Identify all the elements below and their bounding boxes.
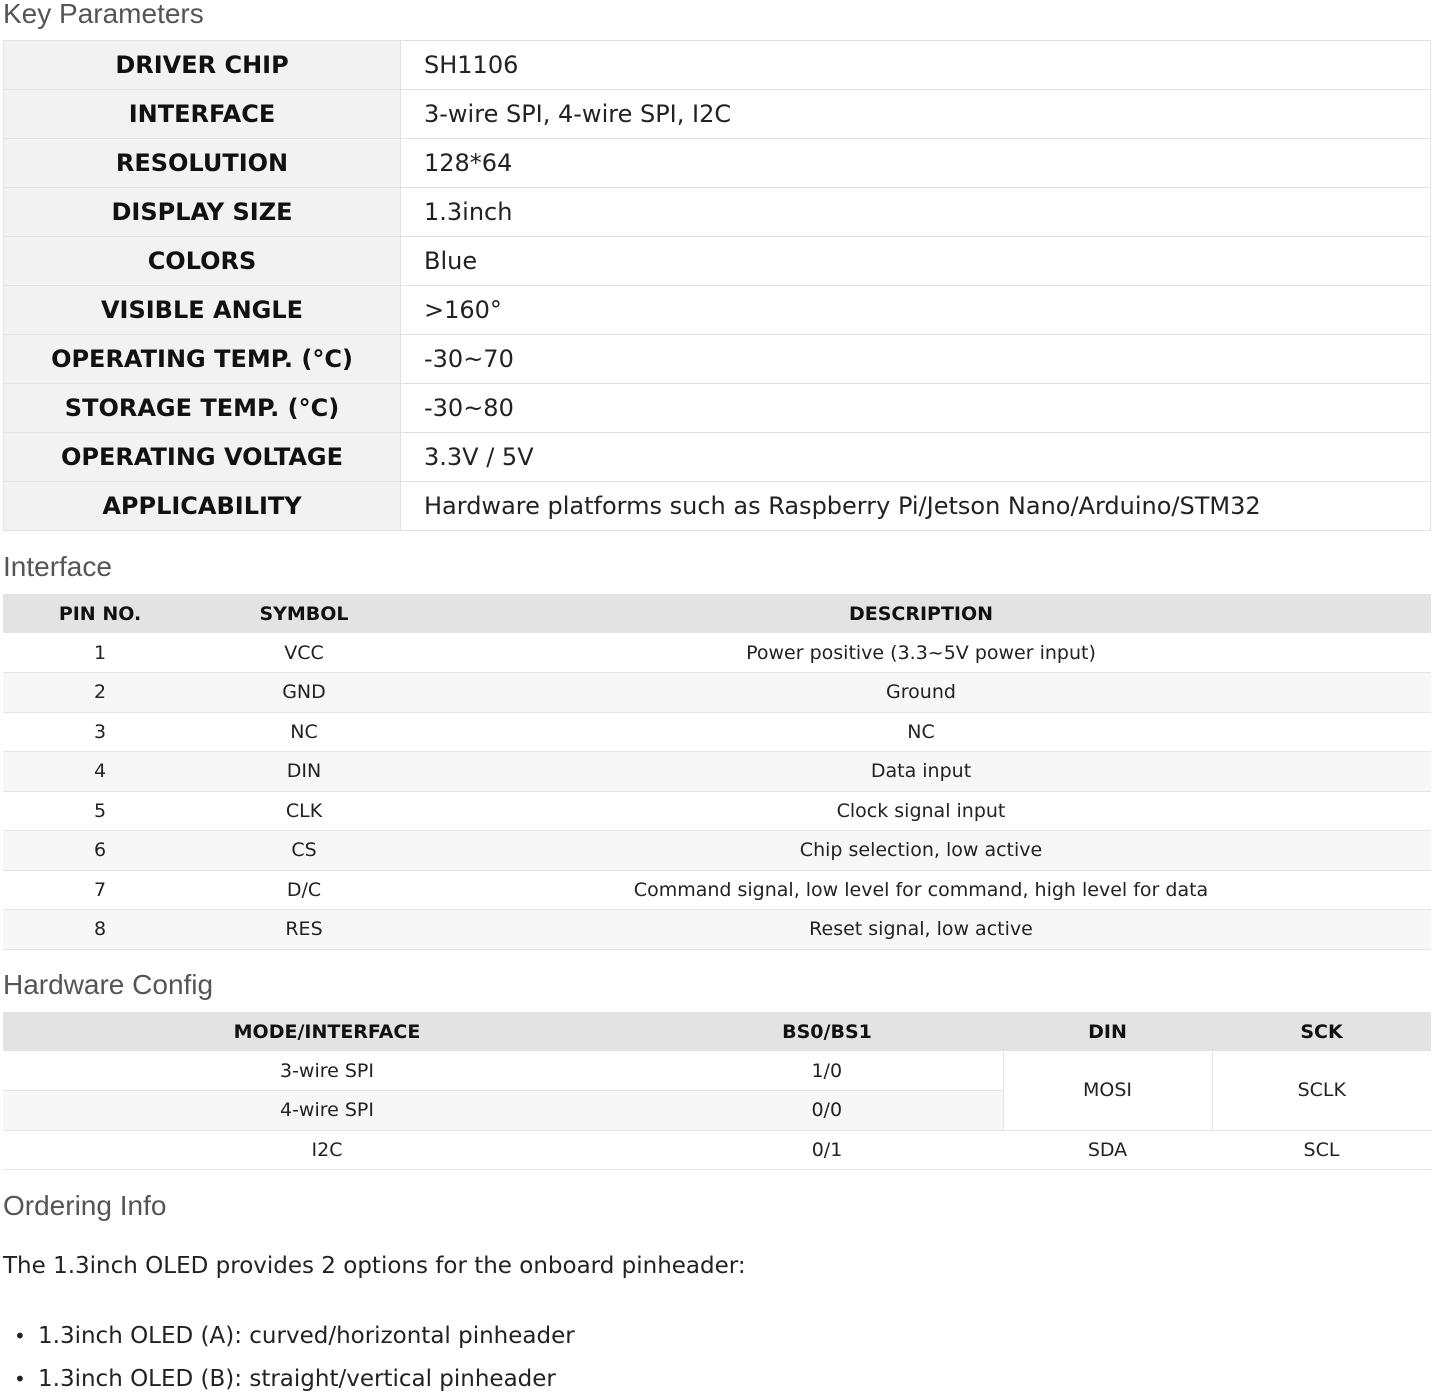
mode-cell: 4-wire SPI xyxy=(3,1091,651,1131)
key-parameters-title: Key Parameters xyxy=(3,0,204,29)
pin-description: NC xyxy=(411,712,1431,752)
column-header: BS0/BS1 xyxy=(651,1012,1003,1051)
table-row xyxy=(3,633,1431,673)
column-header: DESCRIPTION xyxy=(411,594,1431,633)
param-value: -30~80 xyxy=(401,384,1431,433)
param-value: >160° xyxy=(401,286,1431,335)
table-header-row xyxy=(3,1012,1431,1051)
table-row xyxy=(4,237,1431,286)
ordering-options-list xyxy=(38,1318,575,1396)
table-row xyxy=(3,910,1431,950)
table-row xyxy=(3,1051,1431,1091)
pin-number: 5 xyxy=(3,791,197,831)
din-cell: SDA xyxy=(1003,1130,1212,1170)
list-item: • 1.3inch OLED (A): curved/horizontal pinheader xyxy=(38,1318,575,1361)
pin-symbol: DIN xyxy=(197,752,411,792)
param-value: 1.3inch xyxy=(401,188,1431,237)
hardware-config-title: Hardware Config xyxy=(3,969,214,1000)
table-row xyxy=(4,139,1431,188)
pin-symbol: GND xyxy=(197,673,411,713)
pin-number: 2 xyxy=(3,673,197,713)
pin-description: Reset signal, low active xyxy=(411,910,1431,950)
param-label: DRIVER CHIP xyxy=(4,41,401,90)
mode-cell: 3-wire SPI xyxy=(3,1051,651,1091)
pin-description: Power positive (3.3~5V power input) xyxy=(411,633,1431,673)
pin-symbol: VCC xyxy=(197,633,411,673)
table-row xyxy=(4,433,1431,482)
sck-cell: SCL xyxy=(1212,1130,1431,1170)
param-label: DISPLAY SIZE xyxy=(4,188,401,237)
param-label: RESOLUTION xyxy=(4,139,401,188)
table-row xyxy=(4,482,1431,531)
table-row xyxy=(3,752,1431,792)
bs-cell: 0/1 xyxy=(651,1130,1003,1170)
interface-table xyxy=(3,594,1431,950)
list-item: • 1.3inch OLED (B): straight/vertical pinheader xyxy=(38,1361,575,1396)
pin-number: 8 xyxy=(3,910,197,950)
table-row xyxy=(4,335,1431,384)
table-row xyxy=(4,90,1431,139)
param-value: Hardware platforms such as Raspberry Pi/Jetson Nano/Arduino/STM32 xyxy=(401,482,1431,531)
table-row xyxy=(3,831,1431,871)
pin-symbol: RES xyxy=(197,910,411,950)
din-cell: MOSI xyxy=(1003,1051,1212,1130)
pin-description: Chip selection, low active xyxy=(411,831,1431,871)
ordering-intro: The 1.3inch OLED provides 2 options for the onboard pinheader: xyxy=(3,1253,746,1279)
param-label: VISIBLE ANGLE xyxy=(4,286,401,335)
pin-description: Ground xyxy=(411,673,1431,713)
sck-cell: SCLK xyxy=(1212,1051,1431,1130)
ordering-info-title: Ordering Info xyxy=(3,1190,167,1221)
key-parameters-table xyxy=(3,40,1431,531)
mode-cell: I2C xyxy=(3,1130,651,1170)
table-row xyxy=(4,188,1431,237)
bs-cell: 0/0 xyxy=(651,1091,1003,1131)
param-value: 3-wire SPI, 4-wire SPI, I2C xyxy=(401,90,1431,139)
table-row xyxy=(4,41,1431,90)
param-value: Blue xyxy=(401,237,1431,286)
param-value: SH1106 xyxy=(401,41,1431,90)
param-value: -30~70 xyxy=(401,335,1431,384)
column-header: PIN NO. xyxy=(3,594,197,633)
table-header-row xyxy=(3,594,1431,633)
pin-symbol: NC xyxy=(197,712,411,752)
column-header: DIN xyxy=(1003,1012,1212,1051)
param-value: 3.3V / 5V xyxy=(401,433,1431,482)
column-header: SCK xyxy=(1212,1012,1431,1051)
table-row xyxy=(3,673,1431,713)
hardware-config-table xyxy=(3,1012,1431,1170)
pin-number: 6 xyxy=(3,831,197,871)
param-label: STORAGE TEMP. (°C) xyxy=(4,384,401,433)
pin-symbol: CS xyxy=(197,831,411,871)
interface-title: Interface xyxy=(3,551,112,582)
pin-symbol: CLK xyxy=(197,791,411,831)
column-header: MODE/INTERFACE xyxy=(3,1012,651,1051)
param-label: INTERFACE xyxy=(4,90,401,139)
table-row xyxy=(3,870,1431,910)
pin-description: Data input xyxy=(411,752,1431,792)
param-label: OPERATING VOLTAGE xyxy=(4,433,401,482)
param-label: APPLICABILITY xyxy=(4,482,401,531)
param-label: COLORS xyxy=(4,237,401,286)
bs-cell: 1/0 xyxy=(651,1051,1003,1091)
pin-number: 7 xyxy=(3,870,197,910)
param-value: 128*64 xyxy=(401,139,1431,188)
table-row xyxy=(3,791,1431,831)
pin-number: 4 xyxy=(3,752,197,792)
table-row xyxy=(3,1130,1431,1170)
pin-number: 1 xyxy=(3,633,197,673)
table-row xyxy=(4,286,1431,335)
table-row xyxy=(4,384,1431,433)
param-label: OPERATING TEMP. (°C) xyxy=(4,335,401,384)
pin-symbol: D/C xyxy=(197,870,411,910)
column-header: SYMBOL xyxy=(197,594,411,633)
pin-description: Clock signal input xyxy=(411,791,1431,831)
table-row xyxy=(3,712,1431,752)
pin-number: 3 xyxy=(3,712,197,752)
pin-description: Command signal, low level for command, high level for data xyxy=(411,870,1431,910)
